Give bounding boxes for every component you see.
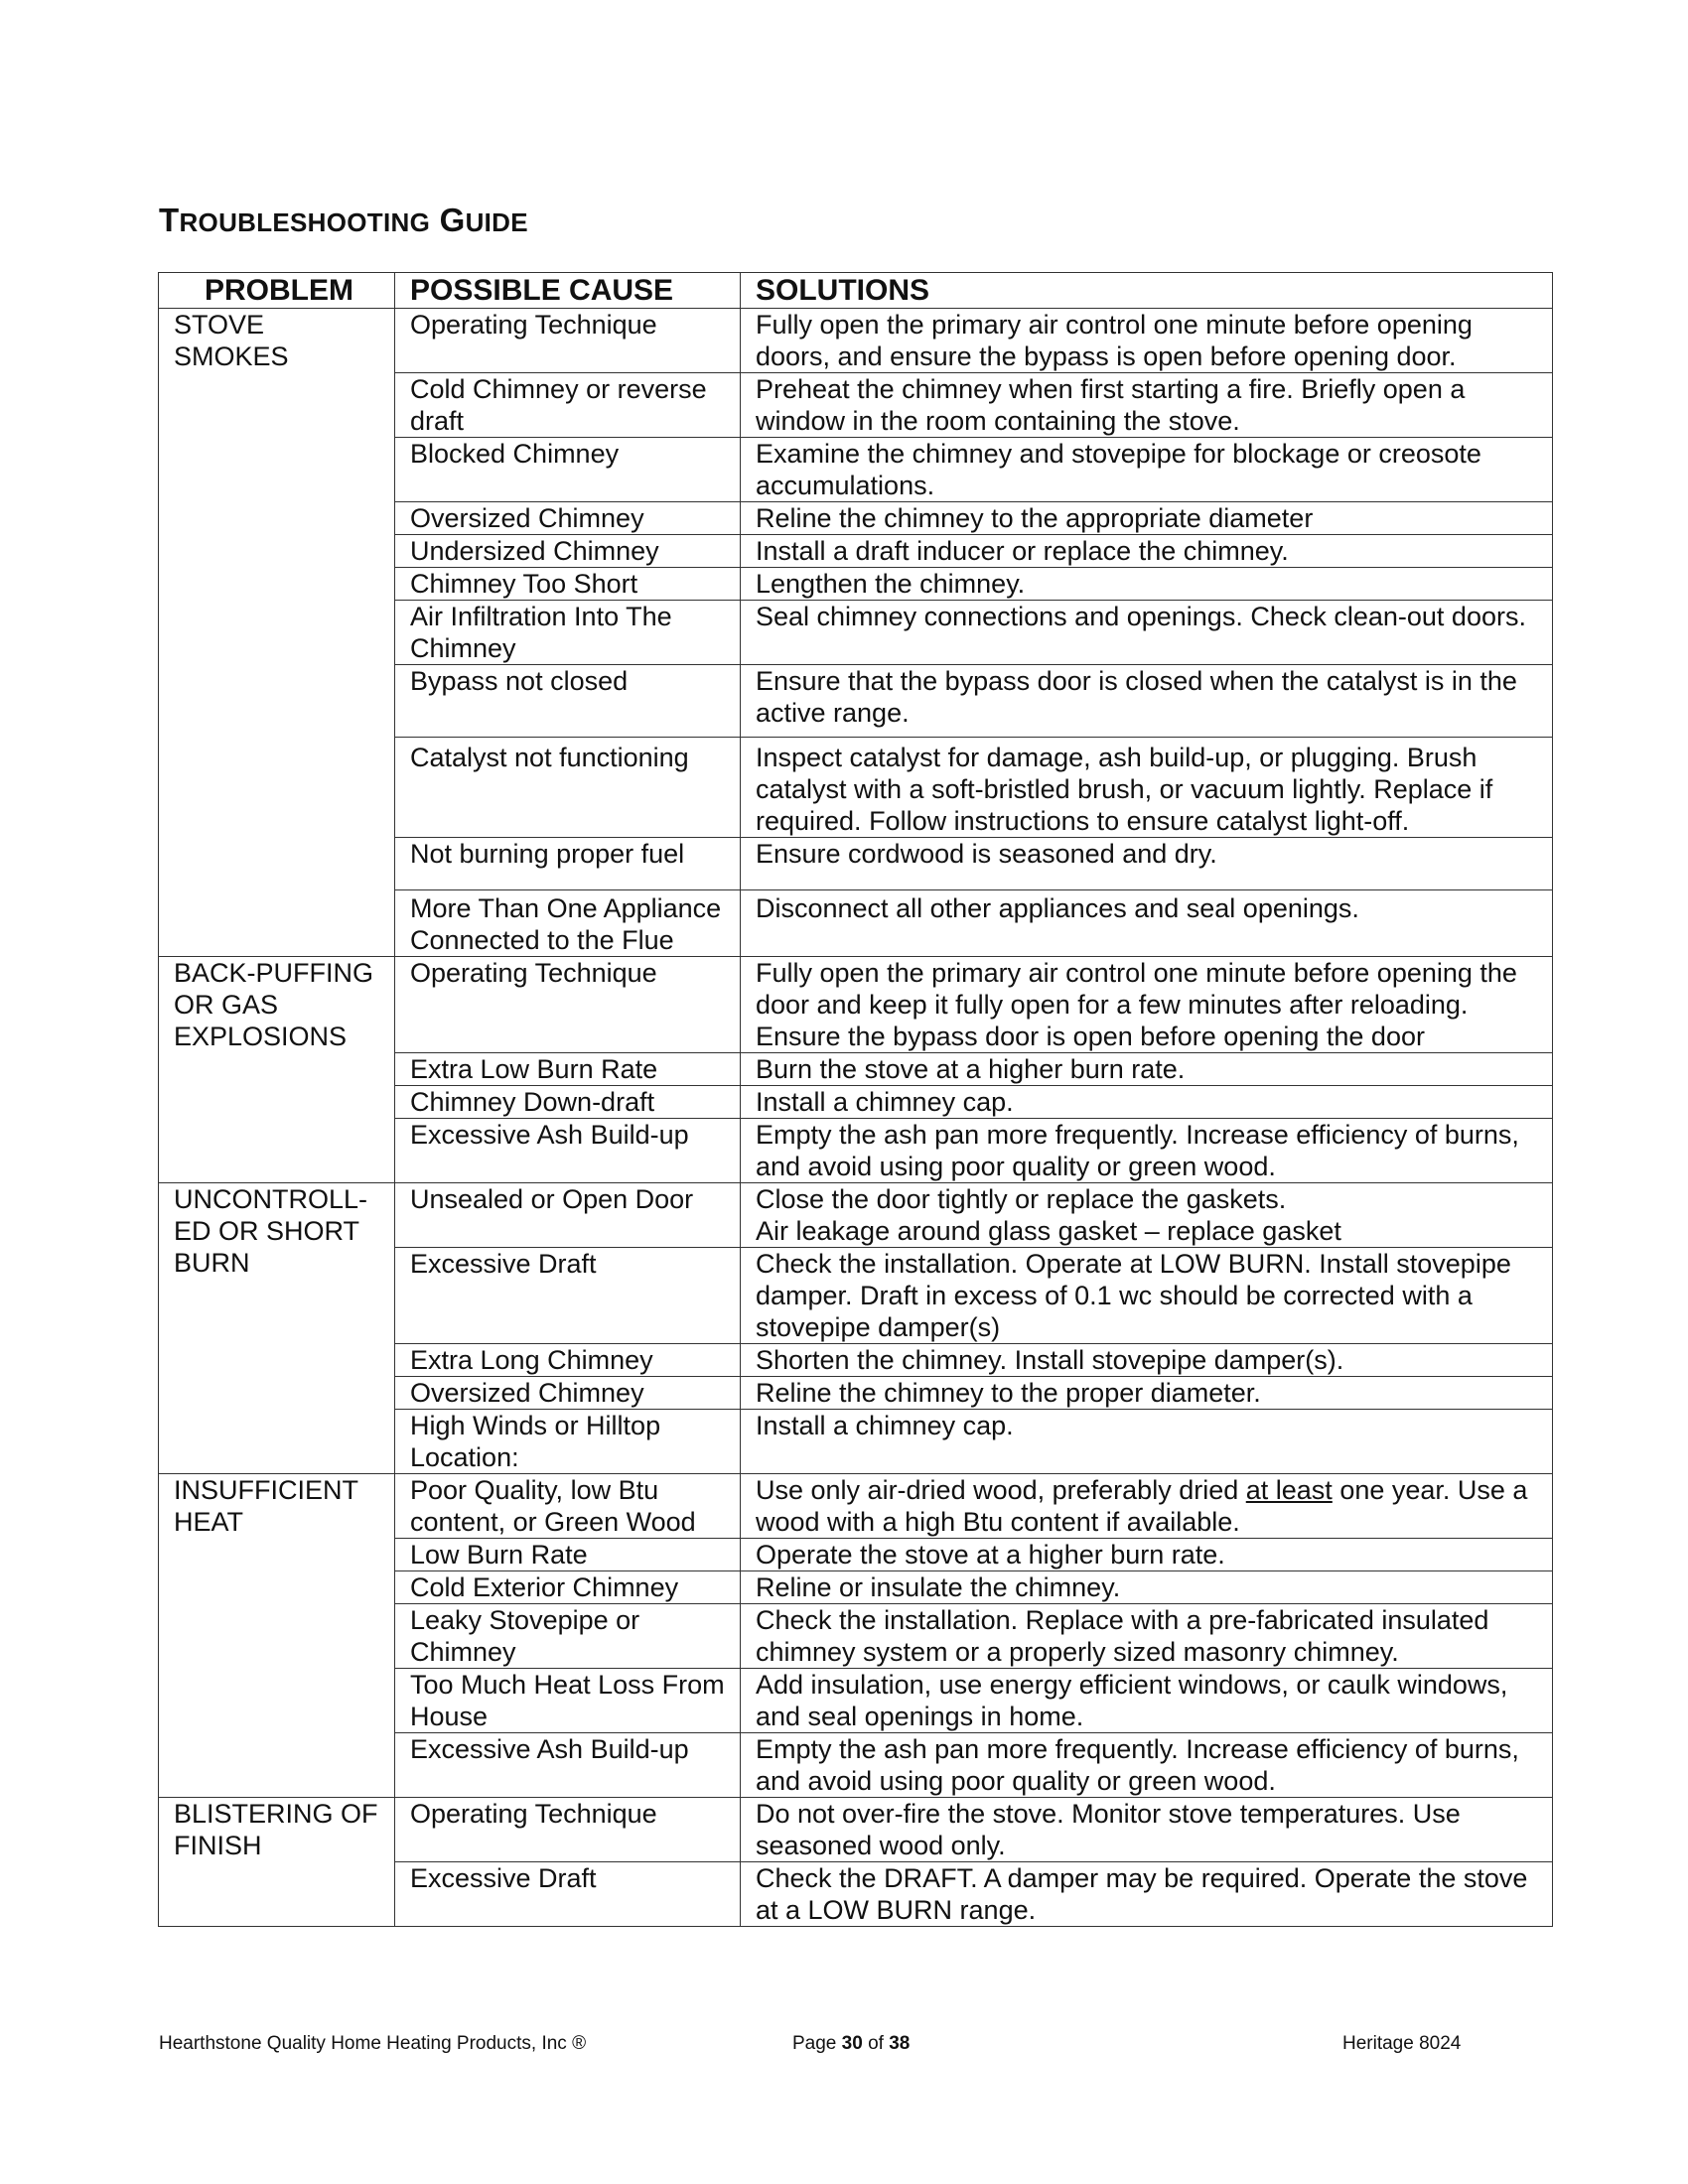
solution-cell: Operate the stove at a higher burn rate. [741, 1539, 1553, 1571]
cause-cell: Not burning proper fuel [395, 838, 741, 890]
cause-cell: High Winds or Hilltop Location: [395, 1410, 741, 1474]
cause-cell: Excessive Draft [395, 1862, 741, 1927]
cause-cell: Low Burn Rate [395, 1539, 741, 1571]
solution-cell: Reline the chimney to the appropriate diameter [741, 502, 1553, 535]
problem-cell: BLISTERING OF FINISH [159, 1798, 395, 1927]
solution-cell: Check the DRAFT. A damper may be required. Operate the stove at a LOW BURN range. [741, 1862, 1553, 1927]
solution-cell: Empty the ash pan more frequently. Increase efficiency of burns, and avoid using poor quality or green wood. [741, 1119, 1553, 1183]
cause-cell: More Than One Appliance Connected to the Flue [395, 890, 741, 957]
title-part: G [439, 202, 466, 238]
cause-cell: Excessive Ash Build-up [395, 1733, 741, 1798]
cause-cell: Operating Technique [395, 1798, 741, 1862]
table-row [159, 1183, 1553, 1248]
solution-cell: Disconnect all other appliances and seal openings. [741, 890, 1553, 957]
header-solutions: SOLUTIONS [741, 273, 1553, 309]
solution-emphasis: at least [1245, 1475, 1333, 1505]
cause-cell: Operating Technique [395, 309, 741, 373]
page-title [159, 202, 528, 239]
solution-cell: Lengthen the chimney. [741, 568, 1553, 601]
solution-cell: Ensure that the bypass door is closed when the catalyst is in the active range. [741, 665, 1553, 738]
cause-cell: Chimney Down-draft [395, 1086, 741, 1119]
cause-cell: Bypass not closed [395, 665, 741, 738]
table-row [159, 1474, 1553, 1539]
title-part: T [159, 202, 180, 238]
page-label: Page [792, 2033, 842, 2054]
solution-line: Air leakage around glass gasket – replace gasket [756, 1216, 1341, 1246]
title-part: ROUBLESHOOTING [179, 207, 431, 237]
cause-cell: Oversized Chimney [395, 1377, 741, 1410]
footer-page-number [792, 2033, 910, 2055]
solution-cell: Fully open the primary air control one minute before opening doors, and ensure the bypass is open before opening door. [741, 309, 1553, 373]
header-problem: PROBLEM [159, 273, 395, 309]
header-cause: POSSIBLE CAUSE [395, 273, 741, 309]
problem-cell: UNCONTROLL-ED OR SHORT BURN [159, 1183, 395, 1474]
solution-cell: Reline or insulate the chimney. [741, 1571, 1553, 1604]
cause-cell: Cold Exterior Chimney [395, 1571, 741, 1604]
cause-cell: Blocked Chimney [395, 438, 741, 502]
solution-cell: Check the installation. Replace with a pre-fabricated insulated chimney system or a properly sized masonry chimney. [741, 1604, 1553, 1669]
solution-cell: Reline the chimney to the proper diameter. [741, 1377, 1553, 1410]
cause-cell: Excessive Draft [395, 1248, 741, 1344]
table-row [159, 309, 1553, 373]
solution-cell: Burn the stove at a higher burn rate. [741, 1053, 1553, 1086]
cause-cell: Unsealed or Open Door [395, 1183, 741, 1248]
cause-cell: Chimney Too Short [395, 568, 741, 601]
solution-cell: Check the installation. Operate at LOW BURN. Install stovepipe damper. Draft in excess of 0.1 wc should be corrected with a stovepipe damper(s) [741, 1248, 1553, 1344]
solution-cell: Add insulation, use energy efficient windows, or caulk windows, and seal openings in home. [741, 1669, 1553, 1733]
footer-model: Heritage 8024 [1342, 2033, 1462, 2054]
cause-cell: Undersized Chimney [395, 535, 741, 568]
solution-cell: Install a chimney cap. [741, 1410, 1553, 1474]
cause-cell: Operating Technique [395, 957, 741, 1053]
troubleshooting-table [158, 272, 1553, 1927]
header-row [159, 273, 1553, 309]
problem-cell: INSUFFICIENT HEAT [159, 1474, 395, 1798]
page-total: 38 [889, 2033, 911, 2054]
problem-cell: BACK-PUFFING OR GAS EXPLOSIONS [159, 957, 395, 1183]
solution-cell: Shorten the chimney. Install stovepipe damper(s). [741, 1344, 1553, 1377]
cause-cell: Too Much Heat Loss From House [395, 1669, 741, 1733]
cause-cell: Catalyst not functioning [395, 738, 741, 838]
cause-cell: Excessive Ash Build-up [395, 1119, 741, 1183]
table-row [159, 1798, 1553, 1862]
cause-cell: Air Infiltration Into The Chimney [395, 601, 741, 665]
solution-cell: Inspect catalyst for damage, ash build-up, or plugging. Brush catalyst with a soft-bristled brush, or vacuum lightly. Replace if required. Follow instructions to ensure catalyst light-off. [741, 738, 1553, 838]
solution-cell: Empty the ash pan more frequently. Increase efficiency of burns, and avoid using poor quality or green wood. [741, 1733, 1553, 1798]
solution-cell [741, 1474, 1553, 1539]
solution-cell: Do not over-fire the stove. Monitor stove temperatures. Use seasoned wood only. [741, 1798, 1553, 1862]
cause-cell: Oversized Chimney [395, 502, 741, 535]
page-of: of [862, 2033, 890, 2054]
solution-cell: Seal chimney connections and openings. Check clean-out doors. [741, 601, 1553, 665]
solution-cell: Examine the chimney and stovepipe for blockage or creosote accumulations. [741, 438, 1553, 502]
problem-cell: STOVE SMOKES [159, 309, 395, 957]
cause-cell: Extra Long Chimney [395, 1344, 741, 1377]
solution-cell: Ensure cordwood is seasoned and dry. [741, 838, 1553, 890]
solution-cell: Install a draft inducer or replace the chimney. [741, 535, 1553, 568]
page-current: 30 [841, 2033, 863, 2054]
cause-cell: Poor Quality, low Btu content, or Green Wood [395, 1474, 741, 1539]
solution-text: Use only air-dried wood, preferably dried [756, 1475, 1246, 1505]
solution-cell [741, 1183, 1553, 1248]
solution-cell: Preheat the chimney when first starting a fire. Briefly open a window in the room containing the stove. [741, 373, 1553, 438]
cause-cell: Leaky Stovepipe or Chimney [395, 1604, 741, 1669]
solution-line: Close the door tightly or replace the gaskets. [756, 1184, 1287, 1214]
cause-cell: Extra Low Burn Rate [395, 1053, 741, 1086]
footer-company: Hearthstone Quality Home Heating Products, Inc ® [159, 2033, 587, 2054]
solution-text: one year. Use a wood with a high Btu content if available. [756, 1475, 1528, 1537]
solution-cell: Install a chimney cap. [741, 1086, 1553, 1119]
table-row [159, 957, 1553, 1053]
cause-cell: Cold Chimney or reverse draft [395, 373, 741, 438]
title-part: UIDE [465, 207, 528, 237]
solution-cell: Fully open the primary air control one minute before opening the door and keep it fully open for a few minutes after reloading. Ensure the bypass door is open before opening the door [741, 957, 1553, 1053]
